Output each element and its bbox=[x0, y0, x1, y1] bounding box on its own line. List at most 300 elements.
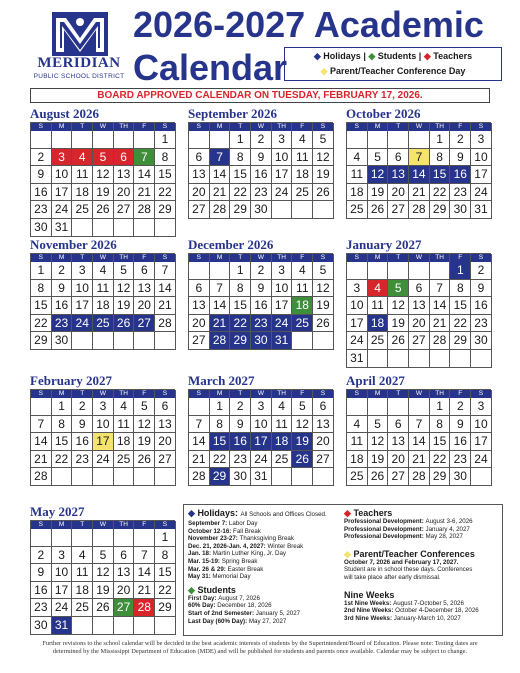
day-cell: 29 bbox=[430, 201, 451, 219]
month-calendar bbox=[188, 238, 333, 350]
day-cell: 28 bbox=[155, 315, 176, 333]
key-entry: First Day: August 7, 2026 bbox=[188, 594, 260, 602]
day-cell: 15 bbox=[52, 433, 73, 451]
weekday-header: TH bbox=[272, 123, 293, 131]
month-grid bbox=[346, 122, 491, 219]
month-title: August 2026 bbox=[30, 106, 99, 121]
day-cell: 10 bbox=[272, 149, 293, 167]
day-cell: 14 bbox=[210, 297, 231, 315]
day-cell: 11 bbox=[114, 416, 135, 434]
day-cell: 26 bbox=[368, 201, 389, 219]
day-cell: 3 bbox=[93, 398, 114, 416]
day-cell: 1 bbox=[230, 131, 251, 149]
day-cell: 16 bbox=[251, 297, 272, 315]
day-cell: 4 bbox=[347, 416, 368, 434]
empty-day-cell bbox=[347, 262, 368, 280]
key-entry: September 7: Labor Day bbox=[188, 520, 258, 527]
day-cell: 3 bbox=[471, 398, 492, 416]
day-cell: 27 bbox=[189, 201, 210, 219]
month-grid bbox=[30, 389, 175, 486]
day-cell: 27 bbox=[409, 332, 430, 350]
day-cell: 11 bbox=[72, 564, 93, 582]
day-cell: 13 bbox=[114, 166, 135, 184]
weekday-header: TH bbox=[430, 390, 451, 398]
day-cell: 1 bbox=[52, 398, 73, 416]
legend: ◆ Holidays | ◆ Students | ◆ Teachers ◆ Parent/Teacher Conference Day bbox=[284, 47, 502, 81]
day-cell: 15 bbox=[430, 166, 451, 184]
empty-day-cell bbox=[31, 529, 52, 547]
key-entry: 3rd Nine Weeks: January-March 10, 2027 bbox=[344, 614, 461, 622]
empty-day-cell bbox=[114, 131, 135, 149]
weekday-header: S bbox=[31, 390, 52, 398]
day-cell: 8 bbox=[430, 149, 451, 167]
day-cell: 8 bbox=[155, 149, 176, 167]
day-cell: 23 bbox=[31, 599, 52, 617]
weekday-header: M bbox=[52, 254, 73, 262]
weekday-header: TH bbox=[272, 254, 293, 262]
day-cell: 11 bbox=[292, 280, 313, 298]
empty-day-cell bbox=[450, 350, 471, 368]
empty-day-cell bbox=[471, 468, 492, 486]
day-cell: 19 bbox=[388, 315, 409, 333]
logo-subtitle: PUBLIC SCHOOL DISTRICT bbox=[33, 73, 125, 80]
key-entry: November 23-27: Thanksgiving Break bbox=[188, 535, 294, 543]
empty-day-cell bbox=[155, 332, 176, 350]
weekday-header: S bbox=[155, 521, 176, 529]
weekday-header: S bbox=[155, 254, 176, 262]
footer-disclaimer bbox=[30, 640, 490, 656]
day-cell: 10 bbox=[251, 416, 272, 434]
conferences-note-2: will take place after early dismissal. bbox=[344, 573, 441, 581]
day-cell: 22 bbox=[31, 315, 52, 333]
day-cell: 26 bbox=[114, 315, 135, 333]
footer-line-2: determined by the Mississippi Department of Education (MDE) and will be published for students and parents once available. Calendar may be subject to change. bbox=[52, 648, 468, 655]
weekday-header: S bbox=[313, 254, 334, 262]
key-entry: 60% Day: December 18, 2026 bbox=[188, 602, 272, 610]
day-cell: 21 bbox=[134, 184, 155, 202]
day-cell: 19 bbox=[134, 433, 155, 451]
empty-day-cell bbox=[72, 219, 93, 237]
weekday-header: T bbox=[230, 123, 251, 131]
day-cell: 18 bbox=[347, 451, 368, 469]
day-cell: 31 bbox=[272, 332, 293, 350]
day-cell: 6 bbox=[189, 149, 210, 167]
weekday-header: W bbox=[93, 521, 114, 529]
day-cell: 26 bbox=[368, 468, 389, 486]
day-cell: 24 bbox=[52, 201, 73, 219]
empty-day-cell bbox=[368, 350, 389, 368]
day-cell: 7 bbox=[134, 149, 155, 167]
empty-day-cell bbox=[31, 131, 52, 149]
empty-day-cell bbox=[52, 131, 73, 149]
day-cell: 24 bbox=[471, 451, 492, 469]
day-cell: 10 bbox=[52, 166, 73, 184]
day-cell: 18 bbox=[114, 433, 135, 451]
day-cell: 12 bbox=[114, 280, 135, 298]
empty-day-cell bbox=[134, 219, 155, 237]
empty-day-cell bbox=[388, 398, 409, 416]
day-cell: 16 bbox=[52, 297, 73, 315]
empty-day-cell bbox=[72, 468, 93, 486]
weekday-header: W bbox=[93, 254, 114, 262]
weekday-header: M bbox=[368, 390, 389, 398]
weekday-header: T bbox=[72, 390, 93, 398]
day-cell: 11 bbox=[368, 297, 389, 315]
empty-day-cell bbox=[114, 219, 135, 237]
day-cell: 15 bbox=[430, 433, 451, 451]
day-cell: 12 bbox=[292, 416, 313, 434]
day-cell: 24 bbox=[251, 451, 272, 469]
day-cell: 9 bbox=[230, 416, 251, 434]
day-cell: 24 bbox=[272, 315, 293, 333]
day-cell: 19 bbox=[313, 297, 334, 315]
day-cell: 11 bbox=[72, 166, 93, 184]
empty-day-cell bbox=[134, 131, 155, 149]
day-cell: 23 bbox=[450, 451, 471, 469]
weekday-header: M bbox=[210, 254, 231, 262]
day-cell: 26 bbox=[93, 599, 114, 617]
day-cell: 14 bbox=[409, 166, 430, 184]
day-cell: 6 bbox=[313, 398, 334, 416]
day-cell: 1 bbox=[430, 131, 451, 149]
day-cell: 19 bbox=[292, 433, 313, 451]
empty-day-cell bbox=[409, 398, 430, 416]
day-cell: 4 bbox=[93, 262, 114, 280]
day-cell: 13 bbox=[155, 416, 176, 434]
day-cell: 2 bbox=[52, 262, 73, 280]
day-cell: 1 bbox=[430, 398, 451, 416]
empty-day-cell bbox=[368, 131, 389, 149]
day-cell: 26 bbox=[93, 201, 114, 219]
day-cell: 27 bbox=[134, 315, 155, 333]
day-cell: 16 bbox=[471, 297, 492, 315]
day-cell: 25 bbox=[292, 184, 313, 202]
day-cell: 7 bbox=[155, 262, 176, 280]
month-grid bbox=[188, 253, 333, 350]
day-cell: 20 bbox=[313, 433, 334, 451]
day-cell: 10 bbox=[347, 297, 368, 315]
holiday-diamond-icon: ◆ bbox=[188, 508, 195, 518]
day-cell: 30 bbox=[31, 617, 52, 635]
empty-day-cell bbox=[93, 468, 114, 486]
day-cell: 17 bbox=[52, 582, 73, 600]
empty-day-cell bbox=[430, 350, 451, 368]
month-calendar bbox=[346, 238, 491, 368]
month-grid bbox=[30, 520, 175, 635]
weekday-header: W bbox=[93, 390, 114, 398]
day-cell: 31 bbox=[251, 468, 272, 486]
weekday-header: T bbox=[388, 123, 409, 131]
day-cell: 14 bbox=[31, 433, 52, 451]
day-cell: 18 bbox=[347, 184, 368, 202]
day-cell: 2 bbox=[251, 262, 272, 280]
day-cell: 15 bbox=[230, 166, 251, 184]
day-cell: 31 bbox=[347, 350, 368, 368]
day-cell: 21 bbox=[134, 582, 155, 600]
board-approval-banner: BOARD APPROVED CALENDAR ON TUESDAY, FEBRUARY 17, 2026. bbox=[30, 88, 490, 103]
day-cell: 14 bbox=[134, 166, 155, 184]
day-cell: 3 bbox=[72, 262, 93, 280]
day-cell: 12 bbox=[368, 433, 389, 451]
day-cell: 4 bbox=[292, 262, 313, 280]
month-grid bbox=[346, 253, 491, 368]
day-cell: 10 bbox=[471, 149, 492, 167]
day-cell: 28 bbox=[409, 468, 430, 486]
empty-day-cell bbox=[72, 131, 93, 149]
day-cell: 2 bbox=[31, 149, 52, 167]
day-cell: 22 bbox=[52, 451, 73, 469]
weekday-header: F bbox=[450, 254, 471, 262]
day-cell: 23 bbox=[31, 201, 52, 219]
day-cell: 10 bbox=[52, 564, 73, 582]
day-cell: 6 bbox=[388, 149, 409, 167]
day-cell: 8 bbox=[230, 280, 251, 298]
day-cell: 6 bbox=[409, 280, 430, 298]
day-cell: 13 bbox=[114, 564, 135, 582]
day-cell: 4 bbox=[347, 149, 368, 167]
weekday-header: S bbox=[347, 390, 368, 398]
day-cell: 25 bbox=[93, 315, 114, 333]
day-cell: 16 bbox=[31, 582, 52, 600]
day-cell: 8 bbox=[52, 416, 73, 434]
day-cell: 17 bbox=[347, 315, 368, 333]
month-calendar bbox=[30, 107, 175, 237]
weekday-header: TH bbox=[114, 123, 135, 131]
day-cell: 24 bbox=[471, 184, 492, 202]
empty-day-cell bbox=[210, 262, 231, 280]
day-cell: 18 bbox=[72, 184, 93, 202]
day-cell: 27 bbox=[114, 201, 135, 219]
day-cell: 12 bbox=[313, 149, 334, 167]
day-cell: 22 bbox=[210, 451, 231, 469]
month-calendar bbox=[346, 107, 491, 219]
day-cell: 26 bbox=[388, 332, 409, 350]
day-cell: 26 bbox=[134, 451, 155, 469]
day-cell: 14 bbox=[430, 297, 451, 315]
conference-diamond-icon: ◆ bbox=[344, 548, 351, 559]
empty-day-cell bbox=[210, 131, 231, 149]
day-cell: 9 bbox=[31, 564, 52, 582]
legend-holidays: Holidays bbox=[323, 51, 361, 61]
day-cell: 20 bbox=[388, 184, 409, 202]
month-grid bbox=[188, 389, 333, 486]
empty-day-cell bbox=[189, 398, 210, 416]
day-cell: 21 bbox=[189, 451, 210, 469]
day-cell: 25 bbox=[292, 315, 313, 333]
day-cell: 3 bbox=[471, 131, 492, 149]
day-cell: 3 bbox=[272, 262, 293, 280]
day-cell: 19 bbox=[93, 582, 114, 600]
weekday-header: S bbox=[189, 254, 210, 262]
weekday-header: T bbox=[388, 390, 409, 398]
empty-day-cell bbox=[93, 529, 114, 547]
page-title-line-1: 2026-2027 Academic bbox=[133, 4, 484, 45]
empty-day-cell bbox=[52, 529, 73, 547]
day-cell: 16 bbox=[450, 166, 471, 184]
empty-day-cell bbox=[93, 617, 114, 635]
day-cell: 13 bbox=[388, 433, 409, 451]
key-entry: May 31: Memorial Day bbox=[188, 573, 251, 581]
day-cell: 17 bbox=[272, 166, 293, 184]
weekday-header: F bbox=[134, 390, 155, 398]
day-cell: 15 bbox=[230, 297, 251, 315]
teachers-section-title: ◆ Teachers bbox=[344, 508, 393, 518]
empty-day-cell bbox=[189, 131, 210, 149]
day-cell: 20 bbox=[388, 451, 409, 469]
key-entry: Mar. 26 & 29: Easter Break bbox=[188, 565, 264, 573]
weekday-header: W bbox=[409, 123, 430, 131]
empty-day-cell bbox=[72, 529, 93, 547]
empty-day-cell bbox=[155, 219, 176, 237]
day-cell: 28 bbox=[210, 201, 231, 219]
weekday-header: T bbox=[230, 254, 251, 262]
weekday-header: M bbox=[368, 254, 389, 262]
weekday-header: S bbox=[31, 254, 52, 262]
day-cell: 21 bbox=[210, 184, 231, 202]
key-entry: Mar. 15-19: Spring Break bbox=[188, 557, 258, 565]
day-cell: 28 bbox=[134, 599, 155, 617]
empty-day-cell bbox=[313, 201, 334, 219]
day-cell: 11 bbox=[347, 166, 368, 184]
day-cell: 19 bbox=[114, 297, 135, 315]
weekday-header: S bbox=[347, 254, 368, 262]
nine-weeks-section-title: Nine Weeks bbox=[344, 589, 395, 600]
day-cell: 14 bbox=[409, 433, 430, 451]
day-cell: 22 bbox=[430, 451, 451, 469]
empty-day-cell bbox=[471, 350, 492, 368]
day-cell: 4 bbox=[292, 131, 313, 149]
legend-conferences: Parent/Teacher Conference Day bbox=[330, 66, 466, 76]
day-cell: 22 bbox=[230, 184, 251, 202]
empty-day-cell bbox=[347, 398, 368, 416]
month-title: January 2027 bbox=[346, 237, 422, 252]
empty-day-cell bbox=[114, 617, 135, 635]
day-cell: 4 bbox=[72, 547, 93, 565]
day-cell: 21 bbox=[155, 297, 176, 315]
month-grid bbox=[30, 253, 175, 350]
day-cell: 18 bbox=[272, 433, 293, 451]
empty-day-cell bbox=[114, 529, 135, 547]
day-cell: 5 bbox=[93, 547, 114, 565]
weekday-header: F bbox=[292, 254, 313, 262]
weekday-header: W bbox=[409, 254, 430, 262]
day-cell: 1 bbox=[230, 262, 251, 280]
day-cell: 17 bbox=[471, 166, 492, 184]
day-cell: 25 bbox=[114, 451, 135, 469]
day-cell: 3 bbox=[347, 280, 368, 298]
day-cell: 2 bbox=[31, 547, 52, 565]
empty-day-cell bbox=[292, 468, 313, 486]
day-cell: 28 bbox=[409, 201, 430, 219]
empty-day-cell bbox=[388, 131, 409, 149]
day-cell: 8 bbox=[430, 416, 451, 434]
weekday-header: S bbox=[31, 123, 52, 131]
empty-day-cell bbox=[114, 468, 135, 486]
empty-day-cell bbox=[134, 617, 155, 635]
day-cell: 22 bbox=[230, 315, 251, 333]
day-cell: 23 bbox=[52, 315, 73, 333]
weekday-header: M bbox=[368, 123, 389, 131]
day-cell: 9 bbox=[52, 280, 73, 298]
day-cell: 12 bbox=[368, 166, 389, 184]
weekday-header: TH bbox=[430, 123, 451, 131]
day-cell: 29 bbox=[210, 468, 231, 486]
day-cell: 21 bbox=[409, 451, 430, 469]
day-cell: 7 bbox=[189, 416, 210, 434]
day-cell: 25 bbox=[272, 451, 293, 469]
students-section-title: ◆ Students bbox=[188, 584, 236, 595]
conferences-dates: October 7, 2026 and February 17, 2027. bbox=[344, 558, 459, 566]
day-cell: 20 bbox=[409, 315, 430, 333]
day-cell: 4 bbox=[72, 149, 93, 167]
day-cell: 10 bbox=[72, 280, 93, 298]
day-cell: 13 bbox=[189, 297, 210, 315]
day-cell: 27 bbox=[155, 451, 176, 469]
weekday-header: M bbox=[52, 390, 73, 398]
day-cell: 9 bbox=[31, 166, 52, 184]
empty-day-cell bbox=[52, 468, 73, 486]
day-cell: 23 bbox=[450, 184, 471, 202]
student-diamond-icon: ◆ bbox=[188, 584, 195, 595]
day-cell: 28 bbox=[134, 201, 155, 219]
weekday-header: S bbox=[155, 123, 176, 131]
day-cell: 8 bbox=[450, 280, 471, 298]
day-cell: 29 bbox=[450, 332, 471, 350]
day-cell: 6 bbox=[114, 149, 135, 167]
day-cell: 7 bbox=[210, 149, 231, 167]
weekday-header: F bbox=[134, 521, 155, 529]
day-cell: 8 bbox=[31, 280, 52, 298]
day-cell: 17 bbox=[52, 184, 73, 202]
day-cell: 17 bbox=[272, 297, 293, 315]
day-cell: 30 bbox=[251, 332, 272, 350]
weekday-header: M bbox=[210, 123, 231, 131]
empty-day-cell bbox=[134, 529, 155, 547]
day-cell: 10 bbox=[471, 416, 492, 434]
day-cell: 28 bbox=[31, 468, 52, 486]
day-cell: 29 bbox=[230, 201, 251, 219]
weekday-header: S bbox=[189, 123, 210, 131]
day-cell: 13 bbox=[388, 166, 409, 184]
day-cell: 22 bbox=[155, 582, 176, 600]
day-cell: 30 bbox=[52, 332, 73, 350]
day-cell: 4 bbox=[114, 398, 135, 416]
day-cell: 16 bbox=[230, 433, 251, 451]
empty-day-cell bbox=[388, 350, 409, 368]
day-cell: 11 bbox=[93, 280, 114, 298]
legend-students: Students bbox=[377, 51, 417, 61]
day-cell: 27 bbox=[388, 201, 409, 219]
day-cell: 5 bbox=[114, 262, 135, 280]
calendar-key-box bbox=[183, 504, 503, 636]
empty-day-cell bbox=[72, 617, 93, 635]
empty-day-cell bbox=[388, 262, 409, 280]
day-cell: 6 bbox=[114, 547, 135, 565]
day-cell: 7 bbox=[210, 280, 231, 298]
day-cell: 30 bbox=[230, 468, 251, 486]
month-calendar bbox=[188, 374, 333, 486]
empty-day-cell bbox=[189, 262, 210, 280]
empty-day-cell bbox=[72, 332, 93, 350]
students-list bbox=[188, 595, 342, 625]
day-cell: 24 bbox=[347, 332, 368, 350]
day-cell: 3 bbox=[52, 547, 73, 565]
day-cell: 10 bbox=[93, 416, 114, 434]
nine-weeks-list bbox=[344, 600, 502, 623]
day-cell: 18 bbox=[368, 315, 389, 333]
empty-day-cell bbox=[272, 201, 293, 219]
day-cell: 23 bbox=[251, 315, 272, 333]
